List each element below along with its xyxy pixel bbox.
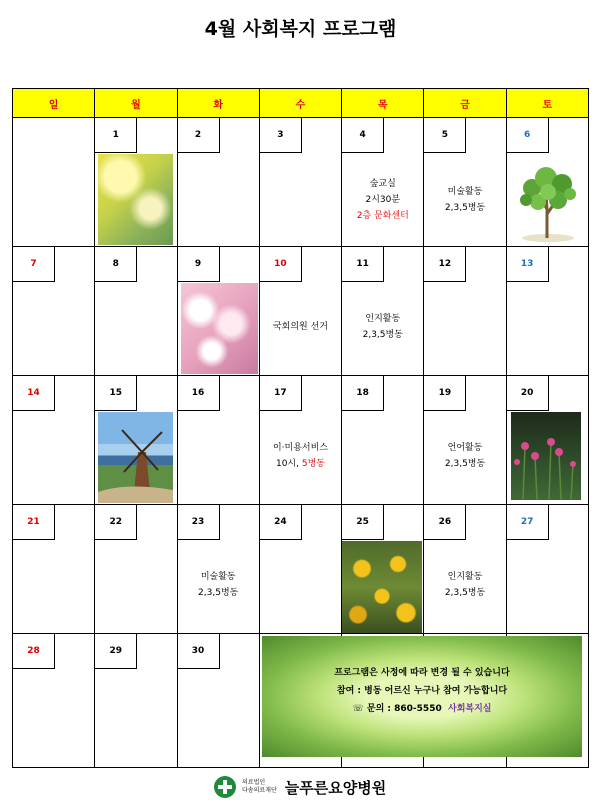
event-art — [178, 569, 259, 601]
day-cell — [95, 634, 177, 768]
event-title: 숲교실 — [369, 179, 396, 189]
day-cell — [95, 247, 177, 376]
day-cell — [506, 118, 588, 247]
event-ward: 2,3,5병동 — [198, 588, 239, 598]
day-cell — [506, 505, 588, 634]
day-number: 24 — [260, 505, 302, 540]
event-art — [424, 184, 505, 216]
day-number: 20 — [507, 376, 549, 411]
event-ward: 2,3,5병동 — [444, 459, 486, 469]
event-forest-class — [342, 176, 423, 224]
page-title: 4월 사회복지 프로그램 — [204, 18, 397, 40]
event-time-ward — [260, 456, 341, 472]
day-number: 13 — [507, 247, 549, 282]
hospital-name: 늘푸른요양병원 — [284, 778, 387, 797]
event-title: 미술활동 — [447, 187, 483, 197]
notice-line-participation: 참여 : 병동 어르신 누구나 참여 가능합니다 — [336, 686, 508, 696]
day-cell — [177, 376, 259, 505]
day-number: 3 — [260, 118, 302, 153]
spring-blossom-image — [98, 154, 173, 245]
event-title: 미술활동 — [200, 572, 236, 582]
weekday-wed: 수 — [259, 89, 341, 118]
day-cell — [177, 118, 259, 247]
day-cell — [95, 376, 177, 505]
day-number: 18 — [342, 376, 384, 411]
day-number: 19 — [424, 376, 466, 411]
day-cell — [424, 247, 506, 376]
day-number: 15 — [95, 376, 137, 411]
weekday-sun: 일 — [13, 89, 95, 118]
contact-number: 문의 : 860-5550 — [366, 704, 442, 714]
event-time: 10시, — [275, 459, 302, 469]
foundation-type: 의료법인 — [242, 779, 266, 786]
hospital-logo-icon — [214, 776, 236, 798]
contact-department: 사회복지실 — [448, 704, 492, 714]
day-number: 2 — [178, 118, 220, 153]
event-title: 언어활동 — [447, 443, 483, 453]
day-cell — [342, 247, 424, 376]
week-row — [13, 505, 589, 634]
weekday-header-row — [13, 89, 589, 118]
day-number: 8 — [95, 247, 137, 282]
day-number: 23 — [178, 505, 220, 540]
day-cell — [506, 376, 588, 505]
foundation-label: 다솜의료재단 — [242, 787, 277, 794]
week-row — [13, 118, 589, 247]
event-title: 이·미용서비스 — [272, 443, 328, 453]
day-cell — [259, 376, 341, 505]
day-cell-empty — [13, 118, 95, 247]
day-cell — [259, 247, 341, 376]
day-number: 16 — [178, 376, 220, 411]
day-cell — [13, 376, 95, 505]
day-cell — [424, 505, 506, 634]
day-number: 6 — [507, 118, 549, 153]
windmill-image — [98, 412, 173, 503]
day-cell — [342, 376, 424, 505]
day-cell — [177, 505, 259, 634]
phone-icon: ☏ — [352, 704, 367, 714]
day-number: 17 — [260, 376, 302, 411]
day-number: 10 — [260, 247, 302, 282]
event-cognitive — [424, 569, 505, 601]
day-number: 22 — [95, 505, 137, 540]
day-number: 27 — [507, 505, 549, 540]
day-cell — [13, 505, 95, 634]
weekday-sat: 토 — [506, 89, 588, 118]
event-location: 2층 문화센터 — [356, 211, 409, 221]
weekday-mon: 월 — [95, 89, 177, 118]
day-cell — [95, 505, 177, 634]
day-number: 25 — [342, 505, 384, 540]
day-cell — [177, 634, 259, 768]
day-number: 29 — [95, 634, 137, 669]
day-cell — [424, 118, 506, 247]
day-cell — [424, 376, 506, 505]
event-time: 2시30분 — [365, 195, 401, 205]
day-number: 4 — [342, 118, 384, 153]
day-number: 21 — [13, 505, 55, 540]
tree-image — [510, 154, 585, 245]
event-ward: 2,3,5병동 — [362, 330, 403, 340]
week-row — [13, 376, 589, 505]
cherry-blossom-image — [181, 283, 258, 374]
week-row — [13, 247, 589, 376]
event-ward: 5병동 — [301, 459, 325, 469]
event-election: 국회의원 선거 — [272, 322, 328, 332]
day-cell — [506, 247, 588, 376]
weekday-tue: 화 — [177, 89, 259, 118]
day-cell — [177, 247, 259, 376]
day-number: 7 — [13, 247, 55, 282]
day-number: 12 — [424, 247, 466, 282]
weekday-fri: 금 — [424, 89, 506, 118]
day-cell — [259, 505, 341, 634]
notice-line-change: 프로그램은 사정에 따라 변경 될 수 있습니다 — [334, 668, 510, 678]
notice-text — [262, 664, 582, 718]
day-number: 9 — [178, 247, 220, 282]
event-beauty-service — [260, 440, 341, 472]
day-number: 11 — [342, 247, 384, 282]
day-cell — [95, 118, 177, 247]
weekday-thu: 목 — [342, 89, 424, 118]
day-cell — [13, 634, 95, 768]
flowers-image — [511, 412, 581, 500]
event-ward: 2,3,5병동 — [444, 203, 486, 213]
day-cell — [259, 118, 341, 247]
foundation-name — [242, 779, 277, 795]
event-title: 인지활동 — [365, 314, 401, 324]
notice-line-contact — [262, 700, 582, 718]
day-cell — [342, 505, 424, 634]
day-number: 26 — [424, 505, 466, 540]
day-cell — [342, 118, 424, 247]
event-title: 인지활동 — [447, 572, 483, 582]
event-ward: 2,3,5병동 — [444, 588, 486, 598]
day-number: 5 — [424, 118, 466, 153]
sunflower-image — [342, 541, 422, 633]
day-number: 30 — [178, 634, 220, 669]
event-language — [424, 440, 505, 472]
footer — [214, 772, 386, 802]
day-cell — [13, 247, 95, 376]
day-number: 28 — [13, 634, 55, 669]
day-number: 14 — [13, 376, 55, 411]
notice-banner — [262, 636, 582, 757]
event-cognitive — [342, 311, 423, 343]
day-number: 1 — [95, 118, 137, 153]
